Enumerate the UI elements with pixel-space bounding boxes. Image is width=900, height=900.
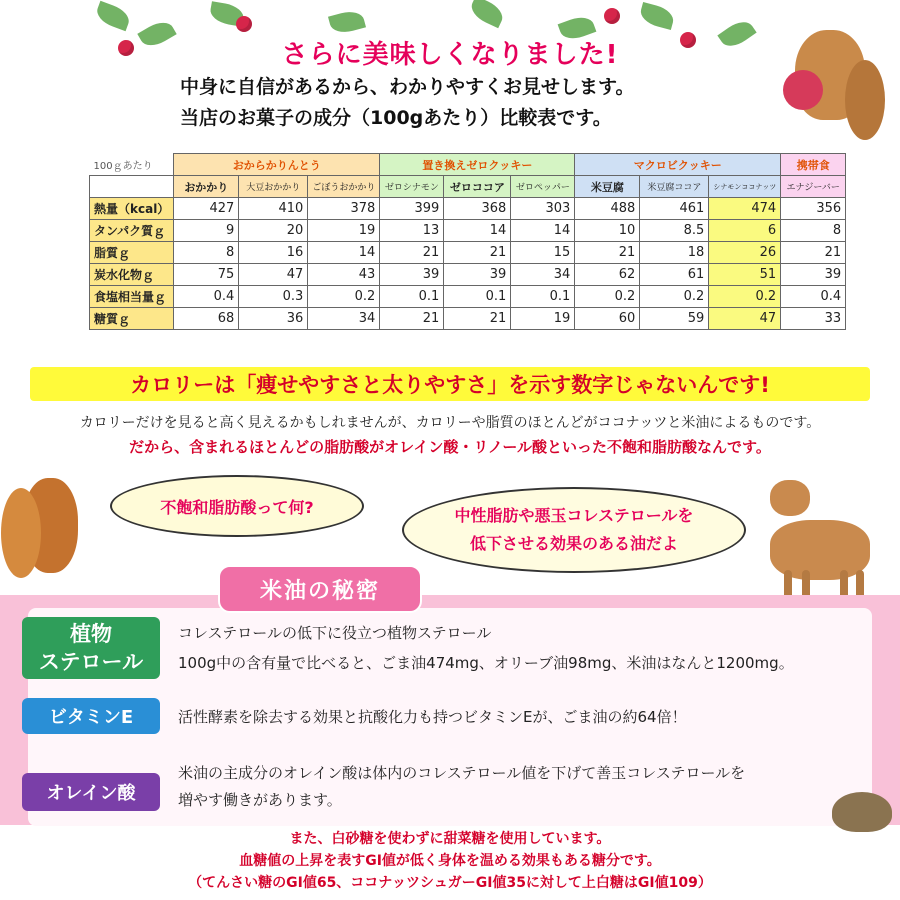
calorie-banner: カロリーは「痩せやすさと太りやすさ」を示す数字じゃないんです!: [30, 367, 870, 401]
question-speech-bubble: 不飽和脂肪酸って何?: [110, 475, 364, 537]
table-cell: 51: [709, 264, 781, 286]
footer-line-3: （てんさい糖のGI値65、ココナッツシュガーGI値35に対して上白糖はGI値109）: [188, 875, 712, 891]
vitamin-e-text: 活性酵素を除去する効果と抗酸化力も持つビタミンEが、ごま油の約64倍！: [178, 708, 687, 726]
table-cell: 14: [511, 220, 575, 242]
vitamin-e-tag: ビタミンE: [22, 698, 160, 734]
answer-line-2: 低下させる効果のある油だよ: [469, 534, 678, 553]
table-cell: 9: [174, 220, 239, 242]
tag-line-2: ステロール: [38, 650, 144, 674]
table-cell: 21: [380, 242, 444, 264]
table-cell: 14: [444, 220, 511, 242]
table-row: [90, 264, 846, 286]
tag-line-1: 植物: [70, 622, 112, 646]
table-cell: 303: [511, 198, 575, 220]
rice-oil-title: 米油の秘密: [218, 565, 422, 613]
row-label: 食塩相当量ｇ: [90, 286, 174, 308]
table-cell: 356: [781, 198, 846, 220]
table-cell: 0.2: [640, 286, 709, 308]
table-cell: 47: [239, 264, 308, 286]
table-cell: 43: [308, 264, 380, 286]
column-header: ごぼうおかかり: [308, 176, 380, 198]
column-header: エナジーバー: [781, 176, 846, 198]
table-cell: 0.1: [380, 286, 444, 308]
plant-sterol-tag: [22, 617, 160, 679]
table-blank-cell: [90, 176, 174, 198]
oleic-acid-text-1: 米油の主成分のオレイン酸は体内のコレステロール値を下げて善玉コレステロールを: [178, 764, 746, 782]
explanation-line-2: だから、含まれるほとんどの脂肪酸がオレイン酸・リノール酸といった不飽和脂肪酸なんです。: [129, 438, 771, 456]
table-cell: 0.3: [239, 286, 308, 308]
oleic-acid-text-2: 増やす働きがあります。: [178, 791, 342, 809]
table-cell: 14: [308, 242, 380, 264]
table-cell: 474: [709, 198, 781, 220]
answer-line-1: 中性脂肪や悪玉コレステロールを: [454, 506, 694, 525]
table-cell: 427: [174, 198, 239, 220]
intro-line-1: 中身に自信があるから、わかりやすくお見せします。: [180, 76, 635, 98]
column-header: ゼロココア: [444, 176, 511, 198]
table-cell: 60: [575, 308, 640, 330]
column-header: 米豆腐ココア: [640, 176, 709, 198]
table-cell: 0.2: [709, 286, 781, 308]
intro-line-2: 当店のお菓子の成分（100gあたり）比較表です。: [180, 107, 612, 129]
oleic-acid-tag: オレイン酸: [22, 773, 160, 811]
column-header: 大豆おかかり: [239, 176, 308, 198]
column-header: おかかり: [174, 176, 239, 198]
table-row: [90, 220, 846, 242]
table-cell: 26: [709, 242, 781, 264]
table-cell: 19: [308, 220, 380, 242]
column-header: シナモンココナッツ: [709, 176, 781, 198]
table-row: [90, 198, 846, 220]
table-row: [90, 308, 846, 330]
table-cell: 68: [174, 308, 239, 330]
column-header: 米豆腐: [575, 176, 640, 198]
table-cell: 8: [781, 220, 846, 242]
table-cell: 488: [575, 198, 640, 220]
plant-sterol-text-1: コレステロールの低下に役立つ植物ステロール: [178, 624, 492, 642]
table-cell: 0.4: [781, 286, 846, 308]
table-cell: 0.1: [444, 286, 511, 308]
table-cell: 21: [444, 242, 511, 264]
intro-text: [180, 72, 634, 134]
table-cell: 13: [380, 220, 444, 242]
table-cell: 15: [511, 242, 575, 264]
table-cell: 0.2: [308, 286, 380, 308]
plant-sterol-text-2: 100g中の含有量で比べると、ごま油474mg、オリーブ油98mg、米油はなんと1200mg。: [178, 654, 794, 672]
table-cell: 0.4: [174, 286, 239, 308]
table-cell: 19: [511, 308, 575, 330]
table-cell: 39: [444, 264, 511, 286]
table-cell: 75: [174, 264, 239, 286]
group-header: おからかりんとう: [174, 154, 380, 176]
headline: さらに美味しくなりました!: [281, 40, 619, 70]
row-label: 炭水化物ｇ: [90, 264, 174, 286]
table-cell: 378: [308, 198, 380, 220]
table-cell: 33: [781, 308, 846, 330]
table-cell: 59: [640, 308, 709, 330]
table-cell: 61: [640, 264, 709, 286]
table-cell: 36: [239, 308, 308, 330]
explanation-line-1: カロリーだけを見ると高く見えるかもしれませんが、カロリーや脂質のほとんどがココナッツと米油によるものです。: [79, 415, 821, 431]
table-cell: 8: [174, 242, 239, 264]
row-label: タンパク質ｇ: [90, 220, 174, 242]
table-cell: 21: [781, 242, 846, 264]
table-cell: 6: [709, 220, 781, 242]
column-header: ゼロシナモン: [380, 176, 444, 198]
table-cell: 21: [444, 308, 511, 330]
row-label: 糖質ｇ: [90, 308, 174, 330]
table-cell: 410: [239, 198, 308, 220]
table-cell: 34: [511, 264, 575, 286]
chipmunk-illustration: [770, 10, 890, 140]
footer-line-1: また、白砂糖を使わずに甜菜糖を使用しています。: [289, 831, 611, 847]
table-cell: 34: [308, 308, 380, 330]
table-cell: 16: [239, 242, 308, 264]
table-cell: 21: [380, 308, 444, 330]
group-header: 携帯食: [781, 154, 846, 176]
group-header: マクロビクッキー: [575, 154, 781, 176]
table-row: [90, 242, 846, 264]
table-cell: 0.1: [511, 286, 575, 308]
table-cell: 62: [575, 264, 640, 286]
table-cell: 39: [380, 264, 444, 286]
row-label: 熱量（kcal）: [90, 198, 174, 220]
row-label: 脂質ｇ: [90, 242, 174, 264]
table-cell: 10: [575, 220, 640, 242]
squirrel-illustration: [10, 460, 90, 590]
table-cell: 399: [380, 198, 444, 220]
footer-line-2: 血糖値の上昇を表すGI値が低く身体を温める効果もある糖分です。: [239, 853, 661, 869]
table-cell: 8.5: [640, 220, 709, 242]
table-cell: 47: [709, 308, 781, 330]
table-cell: 39: [781, 264, 846, 286]
column-header: ゼロペッパー: [511, 176, 575, 198]
table-cell: 368: [444, 198, 511, 220]
table-row: [90, 286, 846, 308]
table-cell: 0.2: [575, 286, 640, 308]
table-corner-label: 100ｇあたり: [93, 160, 153, 172]
nutrition-comparison-table: [89, 153, 846, 330]
group-header: 置き換えゼロクッキー: [380, 154, 575, 176]
table-cell: 20: [239, 220, 308, 242]
table-cell: 461: [640, 198, 709, 220]
table-cell: 18: [640, 242, 709, 264]
answer-speech-bubble: [402, 487, 746, 573]
table-cell: 21: [575, 242, 640, 264]
